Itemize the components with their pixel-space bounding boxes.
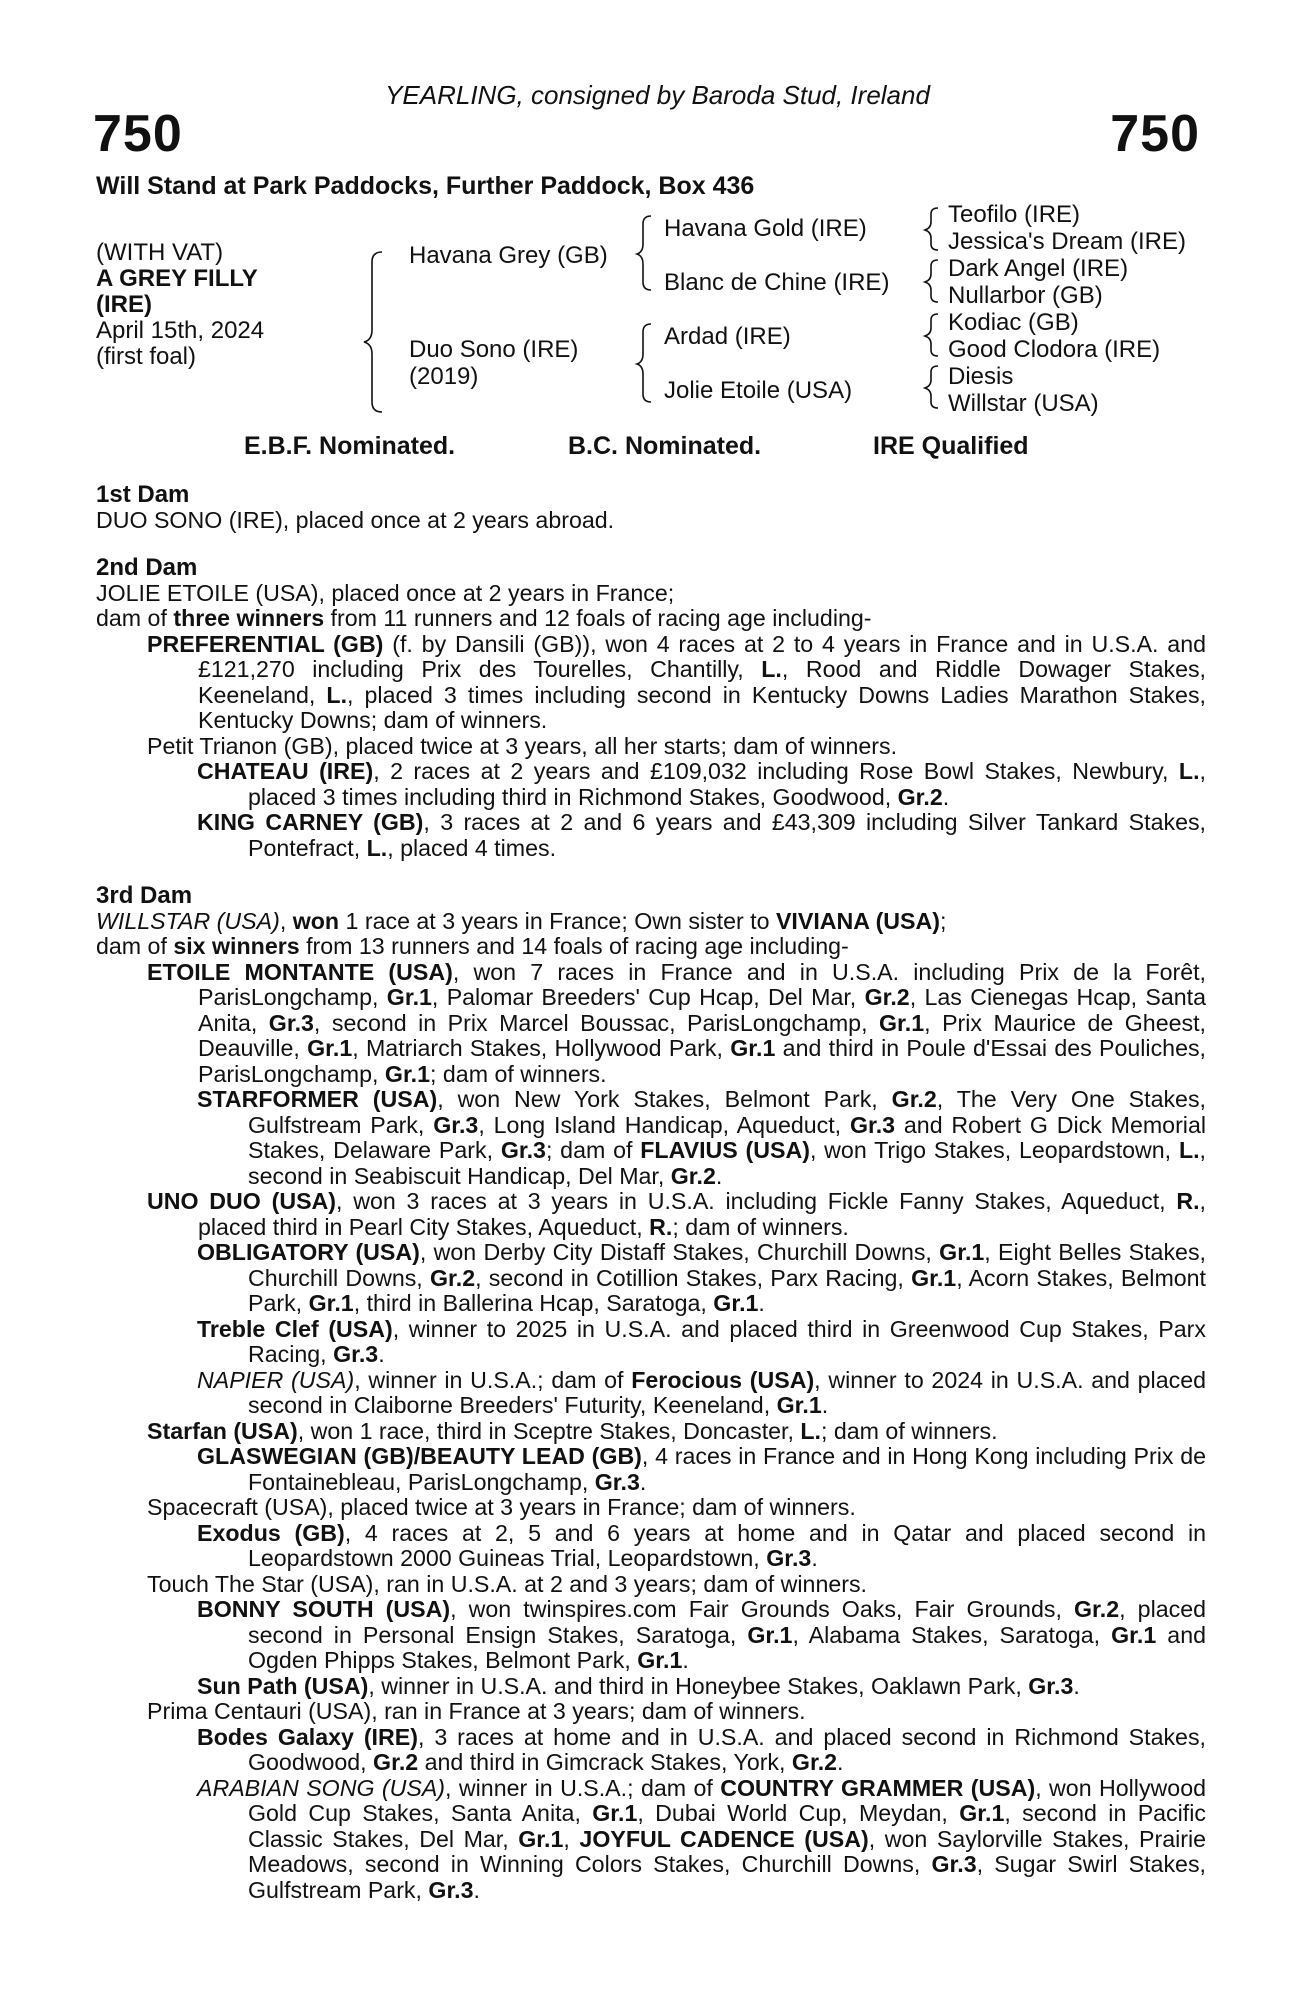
lot-number-right: 750 xyxy=(1110,105,1200,163)
catalogue-body xyxy=(96,482,1206,1903)
pedigree-bracket-sire xyxy=(637,216,651,290)
bc-nomination: B.C. Nominated. xyxy=(568,432,762,460)
pedigree-dam-sire: Ardad (IRE) xyxy=(664,323,791,350)
pedigree-g5: Kodiac (GB) xyxy=(948,309,1079,336)
pedigree-bracket-g4 xyxy=(925,366,938,408)
produce-entry: Spacecraft (USA), placed twice at 3 years in France; dam of winners. xyxy=(147,1494,856,1520)
pedigree-g8: Willstar (USA) xyxy=(948,390,1099,417)
produce-entry: Bodes Galaxy (IRE), 3 races at home and in U.S.A. and placed second in Richmond Stakes, Goodwood, Gr.2 and third in Gimcrack Stakes, York, Gr.2. xyxy=(197,1723,1206,1775)
produce-entry: Starfan (USA), won 1 race, third in Sceptre Stakes, Doncaster, L.; dam of winners. xyxy=(147,1417,998,1444)
produce-entry: Touch The Star (USA), ran in U.S.A. at 2 and 3 years; dam of winners. xyxy=(147,1570,867,1597)
pedigree-dam: Duo Sono (IRE) xyxy=(409,336,579,363)
produce-entry: ETOILE MONTANTE (USA), won 7 races in France and in U.S.A. including Prix de la Forêt, ParisLongchamp, Gr.1, Palomar Breeders' Cup Hcap, Del Mar, Gr.2, Las Cienegas Hcap, Santa Anita, Gr.3, second in Prix Marcel Boussac, ParisLongchamp, Gr.1, Prix Maurice de Gheest, Deauville, Gr.1, Matriarch Stakes, Hollywood Park, Gr.1 and third in Poule d'Essai des Pouliches, ParisLongchamp, Gr.1; dam of winners. xyxy=(147,958,1207,1087)
pedigree-dam-year: (2019) xyxy=(409,363,479,390)
pedigree-g7: Diesis xyxy=(948,363,1014,390)
produce-entry: Prima Centauri (USA), ran in France at 3 years; dam of winners. xyxy=(147,1698,806,1724)
produce-entry: NAPIER (USA), winner in U.S.A.; dam of Ferocious (USA), winner to 2024 in U.S.A. and placed second in Claiborne Breeders' Futurity, Keeneland, Gr.1. xyxy=(197,1366,1206,1418)
pedigree-brackets xyxy=(0,0,1315,430)
second-dam-line: JOLIE ETOILE (USA), placed once at 2 years in France; xyxy=(96,579,675,606)
pedigree-bracket-g3 xyxy=(925,314,938,356)
foaling-date: April 15th, 2024 xyxy=(96,317,265,344)
foal-note: (first foal) xyxy=(96,343,197,370)
pedigree-bracket-main xyxy=(364,252,382,412)
pedigree-sire-dam: Blanc de Chine (IRE) xyxy=(664,269,890,296)
third-dam-heading: 3rd Dam xyxy=(96,882,193,909)
produce-entry: OBLIGATORY (USA), won Derby City Distaff Stakes, Churchill Downs, Gr.1, Eight Belles Stakes, Churchill Downs, Gr.2, second in Cotillion Stakes, Parx Racing, Gr.1, Acorn Stakes, Belmont Park, Gr.1, third in Ballerina Hcap, Saratoga, Gr.1. xyxy=(197,1239,1206,1316)
produce-entry: Petit Trianon (GB), placed twice at 3 years, all her starts; dam of winners. xyxy=(147,732,898,759)
produce-entry: UNO DUO (USA), won 3 races at 3 years in U.S.A. including Fickle Fanny Stakes, Aqueduct, R., placed third in Pearl City Stakes, Aqueduct, R.; dam of winners. xyxy=(147,1188,1206,1240)
pedigree-sire-sire: Havana Gold (IRE) xyxy=(664,215,867,242)
ire-qualified: IRE Qualified xyxy=(873,432,1029,460)
pedigree-g3: Dark Angel (IRE) xyxy=(948,255,1129,282)
produce-entry: PREFERENTIAL (GB) (f. by Dansili (GB)), won 4 races at 2 to 4 years in France and in U.S.A. and £121,270 including Prix des Tourelles, Chantilly, L., Rood and Riddle Dowager Stakes, Keeneland, L., placed 3 times including second in Kentucky Downs Ladies Marathon Stakes, Kentucky Downs; dam of winners. xyxy=(147,630,1206,733)
vat-note: (WITH VAT) xyxy=(96,239,224,266)
pedigree-g1: Teofilo (IRE) xyxy=(948,201,1081,228)
horse-name: A GREY FILLY xyxy=(96,265,258,292)
produce-entry: ARABIAN SONG (USA), winner in U.S.A.; dam of COUNTRY GRAMMER (USA), won Hollywood Gold Cup Stakes, Santa Anita, Gr.1, Dubai World Cup, Meydan, Gr.1, second in Pacific Classic Stakes, Del Mar, Gr.1, JOYFUL CADENCE (USA), won Saylorville Stakes, Prairie Meadows, second in Winning Colors Stakes, Churchill Downs, Gr.3, Sugar Swirl Stakes, Gulfstream Park, Gr.3. xyxy=(197,1774,1207,1903)
produce-entry: GLASWEGIAN (GB)/BEAUTY LEAD (GB), 4 races in France and in Hong Kong including Prix de Fontainebleau, ParisLongchamp, Gr.3. xyxy=(197,1443,1206,1495)
third-dam-line: WILLSTAR (USA), won 1 race at 3 years in France; Own sister to VIVIANA (USA); xyxy=(96,907,947,934)
pedigree-g2: Jessica's Dream (IRE) xyxy=(948,228,1186,255)
third-dam-produce-summary: dam of six winners from 13 runners and 14 foals of racing age including- xyxy=(96,933,849,959)
first-dam-heading: 1st Dam xyxy=(96,481,190,508)
second-dam-produce-summary: dam of three winners from 11 runners and 12 foals of racing age including- xyxy=(96,605,872,631)
produce-entry: Exodus (GB), 4 races at 2, 5 and 6 years at home and in Qatar and placed second in Leopardstown 2000 Guineas Trial, Leopardstown, Gr.3. xyxy=(197,1519,1206,1571)
produce-entry: STARFORMER (USA), won New York Stakes, Belmont Park, Gr.2, The Very One Stakes, Gulfstream Park, Gr.3, Long Island Handicap, Aqueduct, Gr.3 and Robert G Dick Memorial Stakes, Delaware Park, Gr.3; dam of FLAVIUS (USA), won Trigo Stakes, Leopardstown, L., second in Seabiscuit Handicap, Del Mar, Gr.2. xyxy=(197,1086,1206,1189)
consignor-line: YEARLING, consigned by Baroda Stud, Ireland xyxy=(385,80,930,110)
lot-number-left: 750 xyxy=(93,105,183,163)
pedigree-g4: Nullarbor (GB) xyxy=(948,282,1103,309)
pedigree-bracket-dam xyxy=(637,324,651,402)
produce-entry: Treble Clef (USA), winner to 2025 in U.S.A. and placed third in Greenwood Cup Stakes, Parx Racing, Gr.3. xyxy=(197,1315,1206,1367)
produce-entry: BONNY SOUTH (USA), won twinspires.com Fair Grounds Oaks, Fair Grounds, Gr.2, placed second in Personal Ensign Stakes, Saratoga, Gr.1, Alabama Stakes, Saratoga, Gr.1 and Ogden Phipps Stakes, Belmont Park, Gr.1. xyxy=(197,1596,1207,1673)
ebf-nomination: E.B.F. Nominated. xyxy=(244,432,456,460)
stand-location: Will Stand at Park Paddocks, Further Paddock, Box 436 xyxy=(96,172,755,200)
pedigree-sire: Havana Grey (GB) xyxy=(409,242,608,269)
produce-entry: Sun Path (USA), winner in U.S.A. and third in Honeybee Stakes, Oaklawn Park, Gr.3. xyxy=(197,1672,1080,1699)
produce-entry: KING CARNEY (GB), 3 races at 2 and 6 years and £43,309 including Silver Tankard Stakes, Pontefract, L., placed 4 times. xyxy=(197,809,1207,861)
pedigree-g6: Good Clodora (IRE) xyxy=(948,336,1161,363)
horse-name-country: (IRE) xyxy=(96,291,152,318)
produce-entry: CHATEAU (IRE), 2 races at 2 years and £109,032 including Rose Bowl Stakes, Newbury, L., placed 3 times including third in Richmond Stakes, Goodwood, Gr.2. xyxy=(197,758,1206,810)
pedigree-bracket-g2 xyxy=(925,260,938,302)
pedigree-bracket-g1 xyxy=(925,208,938,250)
pedigree-dam-dam: Jolie Etoile (USA) xyxy=(664,377,853,404)
second-dam-heading: 2nd Dam xyxy=(96,554,198,581)
first-dam-text: DUO SONO (IRE), placed once at 2 years abroad. xyxy=(96,506,615,533)
